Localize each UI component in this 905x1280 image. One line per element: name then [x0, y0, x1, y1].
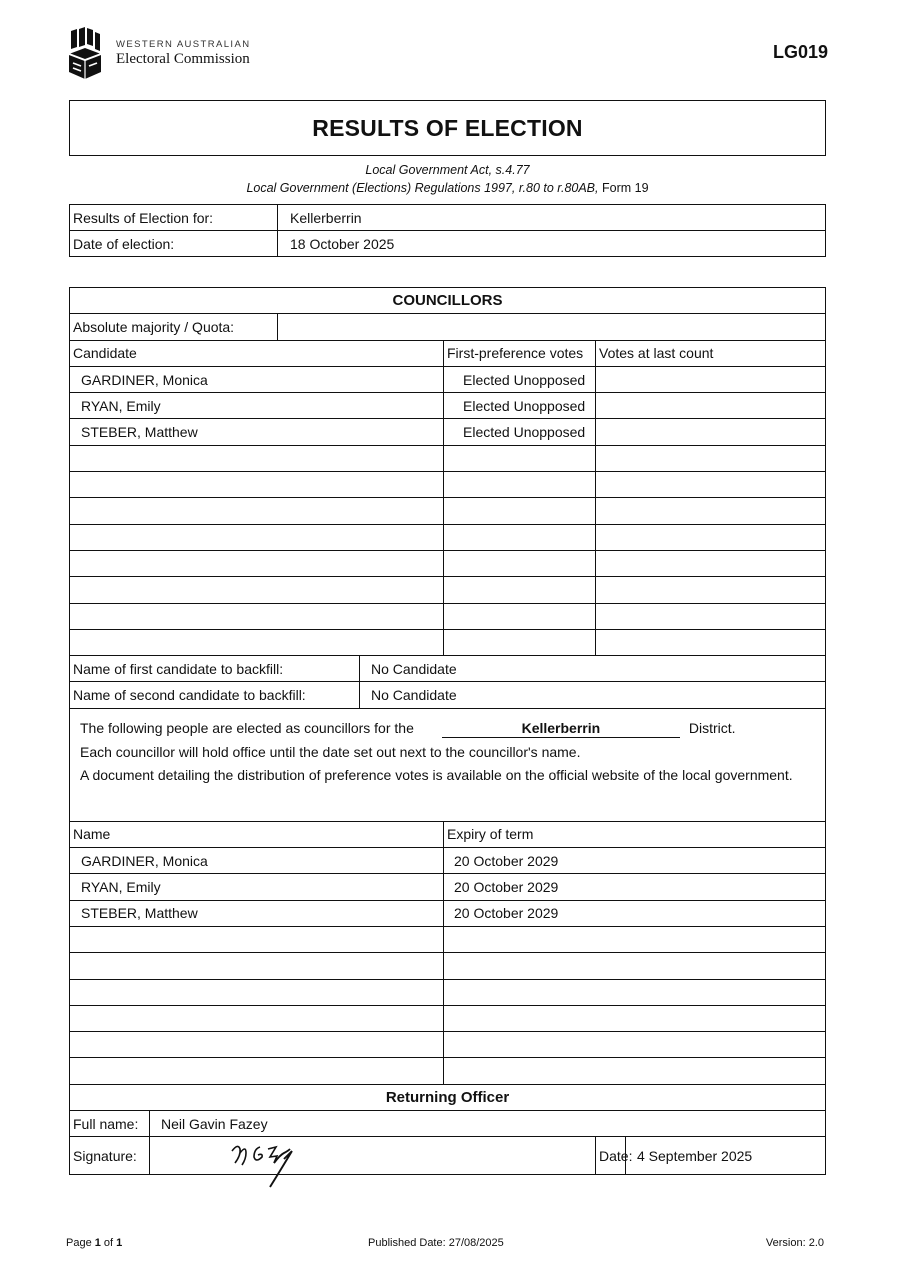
- term-expiry: [444, 953, 826, 979]
- votes-at-last-count: [596, 629, 826, 655]
- page-title: RESULTS OF ELECTION: [312, 114, 583, 141]
- backfill-first-row: [70, 656, 826, 682]
- signature-row: [70, 1137, 826, 1175]
- backfill-second-value: No Candidate: [360, 682, 826, 708]
- votes-at-last-count: [596, 577, 826, 603]
- title-box: [69, 100, 826, 156]
- quota-value: [278, 314, 826, 340]
- backfill-second-label: Name of second candidate to backfill:: [70, 682, 360, 708]
- quota-label: Absolute majority / Quota:: [70, 314, 278, 340]
- published-date: Published Date: 27/08/2025: [368, 1237, 504, 1249]
- returning-officer-header-row: [70, 1084, 826, 1110]
- councillor-name: [70, 953, 444, 979]
- column-header-first-preference: First-preference votes: [444, 340, 596, 366]
- councillor-name: [70, 926, 444, 952]
- statement-district-name: Kellerberrin: [442, 719, 680, 738]
- backfill-second-row: [70, 682, 826, 708]
- candidate-row: [70, 524, 826, 550]
- term-row: [70, 848, 826, 874]
- councillor-name: GARDINER, Monica: [70, 848, 444, 874]
- term-row: [70, 926, 826, 952]
- candidate-row: [70, 577, 826, 603]
- candidate-name: [70, 577, 444, 603]
- first-preference-votes: [444, 629, 596, 655]
- first-preference-votes: [444, 577, 596, 603]
- regulations-text: Local Government (Elections) Regulations 1997, r.80 to r.80AB,: [246, 181, 599, 195]
- term-columns-row: [70, 821, 826, 847]
- page-current: 1: [94, 1237, 101, 1249]
- form-number-text: Form 19: [601, 181, 649, 195]
- term-expiry: 20 October 2029: [444, 848, 826, 874]
- votes-at-last-count: [596, 472, 826, 498]
- term-expiry: [444, 926, 826, 952]
- candidate-name: STEBER, Matthew: [70, 419, 444, 445]
- councillors-section-title: COUNCILLORS: [70, 288, 826, 314]
- term-expiry: [444, 1032, 826, 1058]
- signature-field: [150, 1137, 596, 1175]
- candidate-row: [70, 366, 826, 392]
- term-expiry: [444, 1005, 826, 1031]
- councillor-name: [70, 1032, 444, 1058]
- candidate-row: [70, 445, 826, 471]
- statement-preference-info: A document detailing the distribution of preference votes is available on the official website of the local government.: [80, 767, 793, 784]
- votes-at-last-count: [596, 550, 826, 576]
- page-number: [66, 1237, 122, 1249]
- first-preference-votes: [444, 498, 596, 524]
- candidate-name: GARDINER, Monica: [70, 366, 444, 392]
- votes-at-last-count: [596, 524, 826, 550]
- candidate-name: [70, 445, 444, 471]
- results-for-row: [70, 205, 826, 231]
- returning-officer-title: Returning Officer: [70, 1084, 826, 1110]
- results-for-value: Kellerberrin: [278, 205, 826, 231]
- candidate-columns-row: [70, 340, 826, 366]
- statement-term-info: Each councillor will hold office until the date set out next to the councillor's name.: [80, 743, 581, 760]
- page-total: 1: [116, 1237, 123, 1249]
- wa-electoral-commission-logo: [68, 27, 268, 81]
- candidate-row: [70, 550, 826, 576]
- column-header-last-count: Votes at last count: [596, 340, 826, 366]
- councillor-name: STEBER, Matthew: [70, 900, 444, 926]
- first-preference-votes: Elected Unopposed: [444, 393, 596, 419]
- election-date-row: [70, 231, 826, 257]
- candidate-name: [70, 524, 444, 550]
- term-row: [70, 1058, 826, 1084]
- election-date-label: Date of election:: [70, 231, 278, 257]
- election-statement: [70, 708, 826, 821]
- handwritten-signature: [230, 1141, 340, 1191]
- term-row: [70, 979, 826, 1005]
- page-prefix: Page: [66, 1237, 95, 1249]
- first-preference-votes: [444, 524, 596, 550]
- councillor-name: RYAN, Emily: [70, 874, 444, 900]
- statement-row: [70, 708, 826, 821]
- candidate-row: [70, 603, 826, 629]
- term-row: [70, 1005, 826, 1031]
- column-header-name: Name: [70, 821, 444, 847]
- candidate-name: [70, 498, 444, 524]
- org-name-line1: WESTERN AUSTRALIAN: [116, 39, 251, 50]
- term-row: [70, 900, 826, 926]
- election-info-table: [69, 204, 826, 257]
- org-name-line2: Electoral Commission: [116, 51, 250, 67]
- term-expiry: [444, 979, 826, 1005]
- candidate-row: [70, 419, 826, 445]
- votes-at-last-count: [596, 393, 826, 419]
- votes-at-last-count: [596, 419, 826, 445]
- candidate-name: [70, 472, 444, 498]
- term-expiry: 20 October 2029: [444, 874, 826, 900]
- backfill-first-value: No Candidate: [360, 656, 826, 682]
- candidate-row: [70, 629, 826, 655]
- legal-reference-regulations: [69, 181, 826, 195]
- column-header-expiry: Expiry of term: [444, 821, 826, 847]
- ballot-box-logo-icon: [68, 27, 102, 79]
- election-date-value: 18 October 2025: [278, 231, 826, 257]
- backfill-first-label: Name of first candidate to backfill:: [70, 656, 360, 682]
- signature-label: Signature:: [70, 1137, 150, 1175]
- signature-date-label: Date:: [596, 1137, 626, 1175]
- term-row: [70, 953, 826, 979]
- first-preference-votes: [444, 550, 596, 576]
- first-preference-votes: [444, 445, 596, 471]
- councillor-name: [70, 1058, 444, 1084]
- candidate-name: [70, 629, 444, 655]
- candidate-row: [70, 393, 826, 419]
- full-name-label: Full name:: [70, 1111, 150, 1137]
- first-preference-votes: Elected Unopposed: [444, 366, 596, 392]
- first-preference-votes: [444, 603, 596, 629]
- candidate-name: [70, 550, 444, 576]
- votes-at-last-count: [596, 603, 826, 629]
- councillors-header-row: [70, 288, 826, 314]
- term-row: [70, 1032, 826, 1058]
- councillor-name: [70, 979, 444, 1005]
- term-expiry: [444, 1058, 826, 1084]
- full-name-value: Neil Gavin Fazey: [150, 1111, 826, 1137]
- votes-at-last-count: [596, 498, 826, 524]
- quota-row: [70, 314, 826, 340]
- first-preference-votes: [444, 472, 596, 498]
- form-code: LG019: [772, 42, 828, 62]
- candidate-name: RYAN, Emily: [70, 393, 444, 419]
- term-expiry: 20 October 2029: [444, 900, 826, 926]
- column-header-candidate: Candidate: [70, 340, 444, 366]
- candidate-name: [70, 603, 444, 629]
- term-row: [70, 874, 826, 900]
- signature-date-value: 4 September 2025: [626, 1137, 826, 1175]
- page-of: of: [100, 1237, 117, 1249]
- votes-at-last-count: [596, 366, 826, 392]
- version: Version: 2.0: [765, 1237, 824, 1249]
- votes-at-last-count: [596, 445, 826, 471]
- statement-suffix: District.: [688, 719, 736, 736]
- statement-prefix: The following people are elected as councillors for the: [80, 719, 414, 736]
- full-name-row: [70, 1111, 826, 1137]
- candidate-row: [70, 472, 826, 498]
- candidate-row: [70, 498, 826, 524]
- councillor-name: [70, 1005, 444, 1031]
- statement-district-line: [80, 719, 815, 738]
- first-preference-votes: Elected Unopposed: [444, 419, 596, 445]
- councillors-table: [69, 287, 826, 1175]
- results-for-label: Results of Election for:: [70, 205, 278, 231]
- legal-reference-act: Local Government Act, s.4.77: [365, 163, 530, 177]
